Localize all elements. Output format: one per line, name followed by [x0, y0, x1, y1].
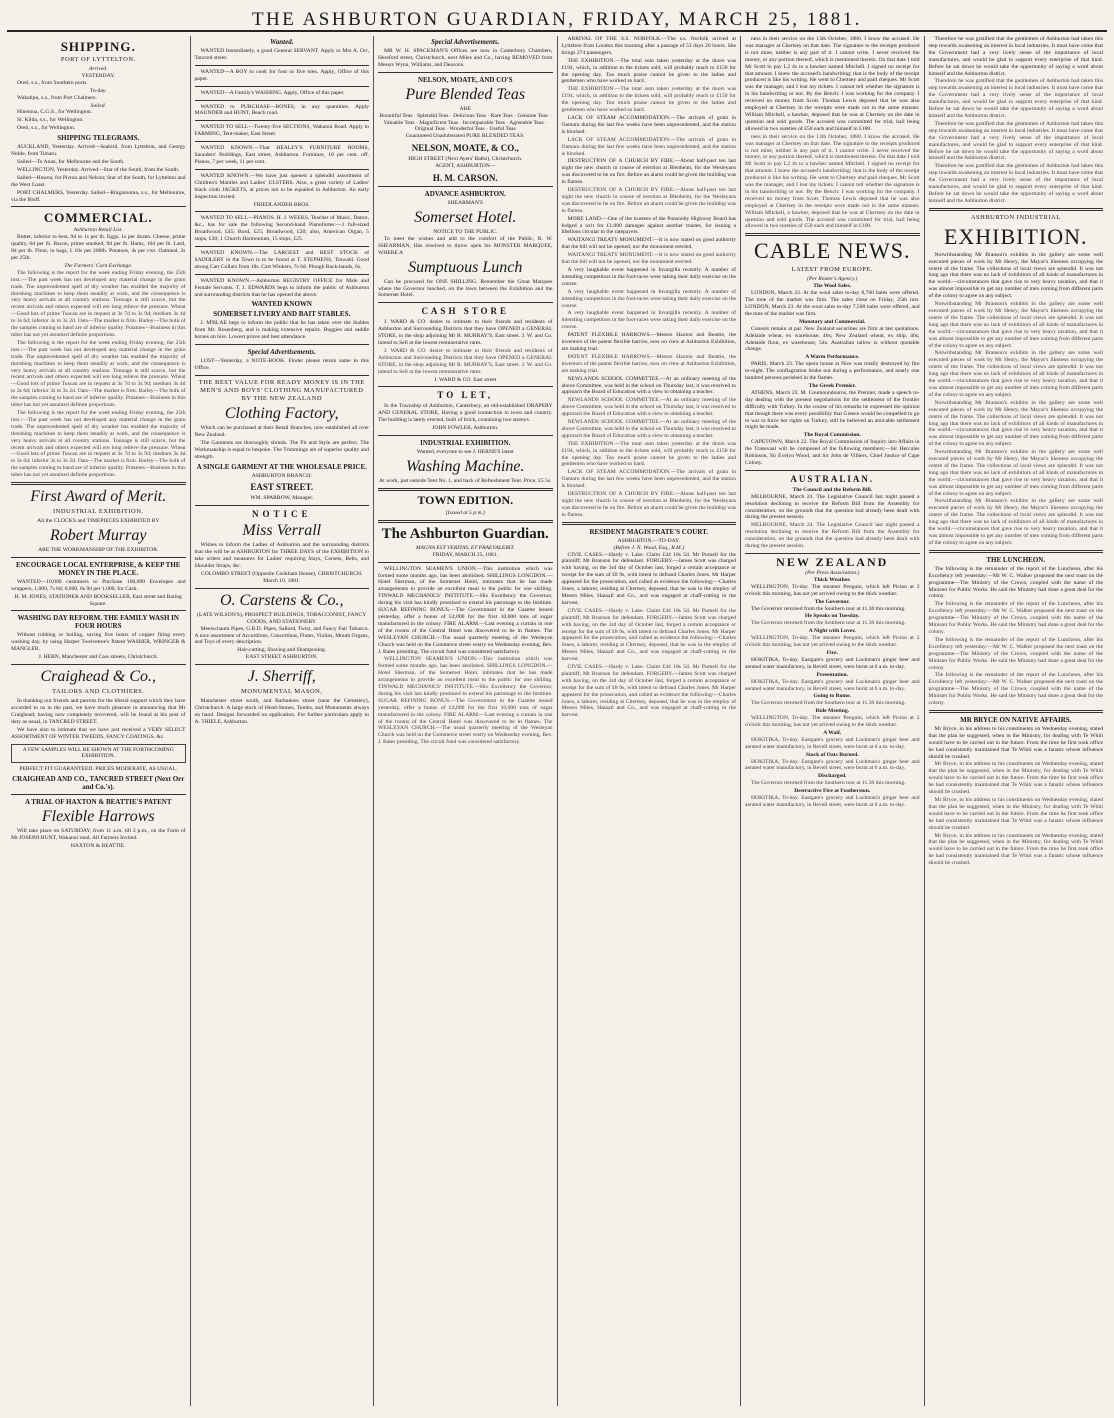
resident-magistrate-heading: RESIDENT MAGISTRATE'S COURT.: [589, 527, 709, 536]
news-laughable: A very laughable event happened in Invargilla recently. A number of intending competitors in the foot-races were taking their daily exercise on the course.: [561, 310, 736, 331]
cable-news-heading: CABLE NEWS.: [754, 238, 911, 264]
special-heading: Special Advertisements.: [247, 348, 316, 357]
fire-text: HOKITIKA, To-day. Eastgate's grocery and Luckman's ginger beer and aerated water manufactory, in Revell street, were burnt at 6 a.m. to-day.: [745, 758, 920, 772]
exhibition-text: Notwithstanding Mr Branson's exhibits in the gallery are some well executed pieces of work by Mr Henry, the Mayor's likeness occupying the centre of the frame. The collections of local views are splendid. It was not long ago that there was no lack of exhibitors of all kinds of manufactures in the world.—circumstances that gave rise to very heavy taxation, and that it was almost impossible to get any number of men coming from different parts of the colony to agree on any subject.: [928, 301, 1103, 349]
sailed-item: Oreti, s.s., for Wellington.: [17, 125, 76, 132]
workmanship: ARE THE WORKMANSHIP OF THE EXHIBITOR.: [38, 546, 159, 553]
arrival-item: Oreti, s.s., from Southern ports.: [17, 79, 88, 86]
cash-store: CASH STORE: [421, 306, 510, 317]
wanted-ad: WANTED TO SELL—PIANOS. H. J. WEEKS, Teacher of Music, Dance, &c., has for sale the following Second-hand Pianofortes:—1 full-sized Broadwood, £45; Bord, £25; Broadwood, £20; also, American Organ, 5 stops, £30; 1 Church Harmonium, 15 stops, £25.: [194, 215, 369, 243]
wanted-ad: WANTED KNOWN.—We have just opened a splendid assortment of Children's Mantles and Ladies' ULSTERS. Also, a great variety of Ladies' black cloth JACKETS, at prices not to be equalled in Ashburton. An early inspection invited.: [194, 172, 369, 200]
fire-text: HOKITIKA, To-day. Eastgate's grocery and Luckman's ginger beer and aerated water manufactory, in Revell street, were burnt at 6 a.m. to-day.: [745, 795, 920, 808]
waif-heading: A Waif.: [823, 729, 842, 736]
spackman-ad: MR W. H. SPACKMAN'S Offices are now in Canterbury Chambers, Hereford street, Christchurch, next Miles and Co., having REMOVED from Messrs Wynn, Williams, and Deacons.: [378, 48, 553, 68]
notice-public: NOTICE TO THE PUBLIC.: [433, 228, 498, 235]
court-text: CIVIL CASES.—Hardy v. Lake. Claim £44 18s 5d. Mr Purnell for the plaintiff; Mr Branson for defendant. FORGERY.—James Scott was charged with having, on the 3rd day of October last, forged a certain acceptance or receipt for the sum of £8 9s, with intent to defraud Charles Jones. Mr Harper appeared for the prosecution, and called as evidence the following:—Charles Jones, a laborer, residing at Chertsey, deposed, that he was in the employ of Messrs Miles, Hassall and Co., and was engaged at chaff-cutting in the harvest.: [561, 607, 736, 663]
craighead-signature: CRAIGHEAD AND CO., TANCRED STREET (Next Orr and Co.'s).: [12, 775, 185, 792]
industrial-text: Wanted, everyone to see J. HERNE'S latest: [416, 449, 514, 456]
bryce-text: Mr Bryce, in his address to his constituents on Wednesday evening, stated that the plan he suggested, when in the Ministry, for dealing with Te Whiti would have to be carried out in the future. From the time he first took office he had consistently maintained that Te Whiti was a fanatic whose influence should be crushed.: [928, 832, 1103, 867]
thick-text: WELLINGTON, To-day. The steamer Penguin, which left Picton at 2 o'clock this morning, has not yet arrived owing to the thick weather.: [745, 583, 920, 597]
thick-text: WELLINGTON, To-day. The steamer Penguin, which left Picton at 2 o'clock this morning, has not yet arrived owing to the thick weather.: [745, 635, 920, 649]
speech-text: Therefore he was gratified that the gentlemen of Ashburton had taken this step towards awakening an interest in local industries. It must have come that the Government had a very lively sense of the importance of local manufactures, and would be glad to support every enterprise of that kind. Before he sat down he would take the opportunity of saying a word about himself and the Ashburton district.: [928, 36, 1103, 77]
harrows-heading: Flexible Harrows: [41, 808, 155, 826]
shipping-heading: SHIPPING.: [60, 39, 136, 54]
somerset-stables-text: J. M'BLAE begs to inform the public that he has taken over the Stables from Mr. Rosenberg, and is making extensive repairs. Buggies and saddle horses on hire. Lowest prices and best attendance.: [194, 320, 369, 341]
clothing-factory: Clothing Factory,: [224, 405, 339, 422]
encourage-heading: ENCOURAGE LOCAL ENTERPRISE, & KEEP THE MONEY IN THE PLACE.: [16, 560, 181, 577]
hair-cutting: Hair-cutting, Shaving and Shampooing.: [237, 647, 327, 654]
agent-label: AGENT, ASHBURTON—: [435, 163, 496, 170]
newspaper-page: [7, 6, 1107, 1406]
monetary-heading: Monetary and Commercial.: [799, 318, 866, 325]
harrows-text: Will take place on SATURDAY, from 11 a.m. till 2 p.m., on the Farm of Mr JOSEPH HUNT, Wakanui road. All Farmers Invited.: [11, 828, 186, 842]
masthead-title: THE ASHBURTON GUARDIAN, FRIDAY, MARCH 25, 1881.: [7, 6, 1107, 32]
column-4: [558, 36, 742, 1406]
nelson-name: NELSON, MOATE, & CO.,: [411, 143, 519, 154]
corn-text: The following is the report for the week ending Friday evening, the 25th inst.:—The past week has not developed any material change in the grain trade. The unprecedented spell of dry weather has enabled the majority of threshing machines to keep them steadily at work, and the consequence is very heavy arrivals at all country stations. Tonnage is still scarce, but the recent arrivals and others expected will ere long relieve the pressure. Wheat—Good lots of prime Tuscan are in request at 3s 7d to 3s 9d; medium 3s 4d to 3s 6d; inferior 3s to 3s 2d. Oats—The market is firm. Barley—The bulk of the samples coming to hand are of inferior quality. Potatoes—Business in this tuber has not yet assumed definite proportions.: [11, 269, 186, 338]
night-heading: A Night with Lover.: [808, 628, 856, 635]
notice-heading: NOTICE: [251, 509, 312, 520]
special-heading: Special Advertisements.: [431, 38, 500, 46]
column-5: [741, 36, 925, 1406]
pure-blended-teas: Pure Blended Teas: [405, 85, 526, 103]
news-exhibition: THE EXHIBITION.—The total sum taken yesterday at the doors was £194, which, in addition to the tickets sold, will probably reach to £150 for the opening day. Too much praise cannot be given to the ladies and gentlemen who have worked so hard.: [561, 86, 736, 114]
high-street: HIGH STREET (Next Ayers' Baths), Christchurch.: [408, 156, 523, 163]
ashburton-today: ASHBURTON.—TO-DAY.: [617, 537, 680, 544]
telegram-item: Sailed—Hawea, for Picton and Nelson; Star of the South, for Lyttelton and the West Coast.: [11, 174, 186, 188]
sherriff-heading: J. Sherriff,: [247, 668, 316, 686]
luncheon-text: The following is the remainder of the report of the Luncheon, after his Excellency left yesterday:—Mr W. C. Walker proposed the next toast on the programme—The Ministry of the Crown, coupled with the name of the Minister for Public Works. He said the Ministry had done a great deal for the colony.: [928, 565, 1103, 600]
latest-europe: LATEST FROM EUROPE.: [791, 266, 873, 274]
tailors-heading: TAILORS AND CLOTHIERS.: [52, 688, 145, 696]
award-heading: First Award of Merit.: [30, 488, 167, 506]
news-waitangi: WAITANGI TREATY MONUMENT.—It is now stated on good authority that the hill will not be opened, nor the monument erected.: [561, 252, 736, 266]
greek-text: ATHENS, March 23. M. Coumoundouros, the Premier, made a speech to-day dealing with the present negotiations for the settlement of the frontier difficulty with Turkey. In the course of his remarks he expressed the opinion that though there was every possibility that Greece would be compelled to go to war to force her rights on Turkey, still he believed an amicable settlement might be made.: [745, 389, 920, 431]
somerset-hotel: Somerset Hotel.: [414, 208, 517, 226]
column-6: [925, 36, 1108, 1406]
wanted-ad: WANTED Immediately, a good General SERVANT. Apply to Mrs A. Orr, Tancred street.: [194, 48, 369, 61]
lost-ad: LOST—Yesterday, a NOTE-BOOK. Finder please return same to this Office.: [194, 358, 369, 372]
governor-heading: The Governor.: [814, 598, 850, 605]
telegram-item: AUCKLAND, Yesterday. Arrived—Seabird, from Lyttelton, and Georgy Noble, from Timaru.: [11, 144, 186, 158]
exhibition-sub: ASHBURTON INDUSTRIAL: [970, 213, 1061, 221]
trial-heading: A TRIAL OF HAXTON & BEATTIE'S PATENT: [24, 798, 172, 807]
corn-heading: The Farmers' Corn Exchange.: [64, 262, 133, 269]
wool-text: LONDON, March 22. At the wool sales to-day 8,700 bales were offered. The tone of the market was firm. The sales close on Friday, 25th inst. LONDON, March 23. At the wool sales to-day 7,500 bales were offered, and the tone of the market was firm.: [745, 290, 920, 317]
news-newlands: NEWLANDS SCHOOL COMMITTEE.—At an ordinary meeting of the above Committee, was held in the school on Thursday last, it was resolved to approach the Board of Education with a view to obtaining a teacher.: [561, 375, 736, 396]
news-exhibition: THE EXHIBITION.—The total sum taken yesterday at the doors was £194, which, in addition to the tickets sold, will probably reach to £150 for the opening day. Too much praise cannot be given to the ladies and gentlemen who have worked so hard.: [561, 57, 736, 85]
column-1: [7, 36, 191, 1406]
bryce-text: Mr Bryce, in his address to his constituents on Wednesday evening, stated that the plan he suggested, when in the Ministry, for dealing with Te Whiti would have to be carried out in the future. From the time he first took office he had consistently maintained that Te Whiti was a fanatic whose influence should be crushed.: [928, 761, 1103, 796]
news-destruction: DESTRUCTION OF A CHURCH BY FIRE.—About half-past ten last night the new church in course of erection at Blenheim, for the Wesleyans was discovered to be on fire. Before an alarm could be given the building was in flames.: [561, 491, 736, 518]
news-text: WELLINGTON SEAMEN'S UNION.—This institution which was formed some months ago, has been abolished. SHILLINGS LONGDON.—Hotel Sherman, of the Somerset Hotel, intimates that he has made arrangements to provide an excellent meal to the public for one shilling. TINWALD MECHANICS' INSTITUTE.—His Excellency the Governor, during his visit has kindly promised to extend his patronage to the Institute. SUGAR REFINING BONUS.—The Government in the Gazette issued yesterday, offer a bonus of £4,000 for the first 10,000 tons of sugar manufactured in the colony. FIRE ALARM.—Last evening a curtain in one of the rooms of the Central Hotel was discovered to be in flames. The WESLEYAN CHURCH.—The usual quarterly meeting of the Wesleyan Church was held on the Commerce street vestry on Wednesday evening, Rev. J. Bates presiding. The circuit fund was considered satisfactory.: [378, 565, 553, 655]
commercial-heading: COMMERCIAL.: [43, 210, 153, 226]
arrived-heading: Arrived.: [89, 66, 108, 72]
best-value: THE BEST VALUE FOR READY MONEY IS IN THE MEN'S AND BOYS' CLOTHING MANUFACTURED BY THE NEW ZEALAND: [198, 379, 365, 402]
news-laughable: A very laughable event happened in Invargilla recently. A number of intending competitors in the foot-races were taking their daily exercise on the course.: [561, 288, 736, 309]
governor-text: The Governor returned from the Southern tour at 11.30 this morning.: [751, 620, 906, 627]
speech-text: Therefore he was gratified that the gentlemen of Ashburton had taken this step towards awakening an interest in local industries. It must have come that the Government had a very lively sense of the importance of local manufactures, and would be glad to support every enterprise of that kind. Before he sat down he would take the opportunity of saying a word about himself and the Ashburton district.: [928, 78, 1103, 119]
warm-heading: A Warm Performance.: [805, 354, 860, 361]
hern-signature: J. HERN, Manchester and Cass streets, Christchurch.: [38, 654, 158, 661]
thick-text: WELLINGTON, To-day. The steamer Penguin, which left Picton at 2 o'clock this morning, has not yet arrived owing to the thick weather.: [745, 715, 920, 729]
news-destruction: DESTRUCTION OF A CHURCH BY FIRE.—About half-past ten last night the new church in course of erection at Blenheim, for the Wesleyans was discovered to be on fire. Before an alarm could be given the building was in flames.: [561, 187, 736, 214]
craighead-text-2: We have also to intimate that we have just received a VERY SELECT ASSORTMENT OF WINTER TWEEDS, FANCY COATINGS, &c.: [11, 726, 186, 740]
are-label: ARE: [459, 105, 471, 112]
wanted-ad: WANTED to PURCHASE—BONES, in any quantities. Apply MAUNDER and HUNT, Beach road.: [194, 103, 369, 117]
port-heading: PORT OF LYTTELTON.: [60, 56, 136, 63]
carstens-sub: (LATE WILSON'S), PROSPECT BUILDINGS, TOBACCONIST, FANCY GOODS, AND STATIONERY.: [197, 611, 367, 625]
east-ashburton: EAST STREET ASHBURTON.: [245, 654, 318, 661]
ward-signature: J. WARD & CO. East street: [434, 376, 497, 383]
bryce-heading: MR BRYCE ON NATIVE AFFAIRS.: [960, 715, 1072, 724]
telegram-item: Sailed—To Anau, for Melbourne and the South.: [17, 158, 125, 165]
news-arrival: ARRIVAL OF THE S.S. NORFOLK.—The s.s. Norfolk arrived at Lyttelton from London this morning after a passage of 53 days 20 hours. She brings 274 passengers.: [561, 36, 736, 56]
to-let-heading: TO LET,: [437, 390, 494, 401]
column-2: [191, 36, 375, 1406]
wanted-ad: WANTED—A BOY to cook for four or five men. Apply, Office of this paper.: [194, 68, 369, 82]
today-label: To-day.: [89, 87, 107, 94]
colombo-address: COLOMBO STREET (Opposite Cookham House), CHRISTCHURCH. March 10, 1881.: [201, 570, 363, 584]
column-3: [374, 36, 558, 1406]
governor-text: The Governor returned from the Southern tour at 11.30 this morning.: [751, 700, 906, 707]
samples-box: A FEW SAMPLES WILL BE SHOWN AT THE FORTHCOMING EXHIBITION.: [11, 744, 186, 764]
issued-time: [Issued at 5 p.m.]: [445, 509, 486, 516]
verrall-text: Wishes to inform the Ladies of Ashburton and the surrounding districts that she will be at ASHBURTON for THREE DAYS of the EXHIBITION to take orders and measures for Ladies' requiring Stays, Corsets, Belts, and Shoulder Straps, &c.: [194, 542, 369, 570]
exhibition-text: Notwithstanding Mr Branson's exhibits in the gallery are some well executed pieces of work by Mr Henry, the Mayor's likeness occupying the centre of the frame. The collections of local views are splendid. It was not long ago that there was no lack of exhibitors of all kinds of manufactures in the world.—circumstances that gave rise to very heavy taxation, and that it was almost impossible to get any number of men coming from different parts of the colony to agree on any subject.: [928, 449, 1103, 497]
carson-name: H. M. CARSON.: [432, 173, 498, 184]
fire-text: HOKITIKA, To-day. Eastgate's grocery and Luckman's ginger beer and aerated water manufactory, in Revell street, were burnt at 6 a.m. to-day.: [745, 656, 920, 670]
governor-text: The Governor returned from the Southern tour at 11.30 this morning.: [751, 605, 906, 612]
dateline: FRIDAY, MARCH 25, 1881.: [432, 551, 498, 558]
exhibition-text: Notwithstanding Mr Branson's exhibits in the gallery are some well executed pieces of work by Mr Henry, the Mayor's likeness occupying the centre of the frame. The collections of local views are splendid. It was not long ago that there was no lack of exhibitors of all kinds of manufactures in the world.—circumstances that gave rise to very heavy taxation, and that it was almost impossible to get any number of men coming from different parts of the colony to agree on any subject.: [928, 350, 1103, 398]
luncheon-text: The following is the remainder of the report of the Luncheon, after his Excellency left yesterday:—Mr W. C. Walker proposed the next toast on the programme—The Ministry of the Crown, coupled with the name of the Minister for Public Works. He said the Ministry had done a great deal for the colony.: [928, 672, 1103, 707]
wanted-heading: Wanted.: [270, 38, 294, 46]
shearman-text: To meet the wishes and add to the comfort of the Public, R. W. SHEARMAN, Has resolved to throw open his MONSTER MARQUEE, WHERE A: [378, 235, 553, 256]
court-continued: ness in their service on the 13th October, 1880. I know the accused. He was manager at Chertsey on that date. The signature to the receipts produced is not mine, neither is any part of it. I cannot write. I never received the money, or any portion thereof, which is mentioned therein. On that date I told Mr Scott to pay L2 4s to a hawker named Mitchell. I signed no receipt for that amount. I knew the accused's handwriting; that is the body of the receipt produced is like his writing. He went to Chertsey and paid cheques. Mr Scott was the manager, and I lost my tickets. I cannot tell whether the signature is in his handwriting or not. By the Bench: I was working for the company. I received no money from Scott. Thomas Lewis deposed that he was also employed at Chertsey in the receipts were made out in the same manner. William Mitchell, a hawker, deposed that he was at Chertsey on the date in question and sold goods. The accused was committed for trial, bail being allowed in two sureties of £50 each and himself in £100.: [745, 133, 920, 230]
news-lack: LACK OF STEAM ACCOMMODATION.—The arrivals of grain in Oamaru during the last few weeks have been unprecedented, and the station is blocked.: [561, 469, 736, 490]
wanted-ad: WANTED KNOWN.—That HEALEY'S FURNITURE ROOMS, Saunders' Buildings, East street, Ashburton. Furniture, 10 per cent. off. Pianos, 7 per week, 11 per cent.: [194, 145, 369, 165]
sailed-item: St. Kilda, s.s., for Wellington.: [17, 117, 84, 124]
ward-text: J. WARD & CO. desire to intimate to their friends and residents of Ashburton and Surrounding Districts that they have OPENED a GENERAL STORE, in the shop adjoining Mr R. MURRAY'S, East street. J. W. and Co. intend to Sell at the lowest remunerative rates.: [378, 319, 553, 347]
yesterday-label: YESTERDAY.: [81, 72, 115, 79]
exhibition-text: Notwithstanding Mr Branson's exhibits in the gallery are some well executed pieces of work by Mr Henry, the Mayor's likeness occupying the centre of the frame. The collections of local views are splendid. It was not long ago that there was no lack of exhibitors of all kinds of manufactures in the world.—circumstances that gave rise to very heavy taxation, and that it was almost impossible to get any number of men coming from different parts of the colony to agree on any subject.: [928, 399, 1103, 448]
going-heading: Going to Rome.: [813, 693, 851, 700]
news-destruction: DESTRUCTION OF A CHURCH BY FIRE.—About half-past ten last night the new church in course of erection at Blenheim, for the Wesleyans was discovered to be on fire. Before an alarm could be given the building was in flames.: [561, 158, 736, 186]
craighead-text: In thanking our friends and patrons for the liberal support which they have accorded to us in the past, we have much pleasure in announcing that Mr Craighead, having now completely recovered, will be found at his post of duty as usual, in TANCRED STREET.: [11, 698, 186, 725]
sparrow-signature: WM. SPARROW, Manager.: [250, 495, 314, 502]
news-lack: LACK OF STEAM ACCOMMODATION.—The arrivals of grain in Oamaru during the last few weeks have been unprecedented, and the station is blocked.: [561, 136, 736, 157]
governor-text: The Governor returned from the Southern tour at 11.30 this morning.: [751, 780, 906, 787]
news-laughable: A very laughable event happened in Invargilla recently. A number of intending competitors in the foot-races were taking their daily exercise on the course.: [561, 267, 736, 287]
news-patent: PATENT FLEXIBLE HARROWS.—Messrs Haxton and Beattie, the inventors of the patent flexible harrow, now on view at Ashburton Exhibition, are making trial.: [561, 353, 736, 374]
greek-heading: The Greek Premier.: [808, 382, 856, 389]
guardian-motto: MAGNA EST VERITAS, ET PRAEVALEBIT.: [415, 544, 515, 551]
royal-text: CAPETOWN, March 22. The Royal Commission of Inquiry into Affairs in the Transvaal will be composed of the following members:—Sir Hercules Robinson, Sir Evelyn Wood, and Sir John de Villiers, Chief Justice of Cape Colony.: [745, 439, 920, 466]
bryce-text: Mr Bryce, in his address to his constituents on Wednesday evening, stated that the plan he suggested, when in the Ministry, for dealing with Te Whiti would have to be carried out in the future. From the time he first took office he had consistently maintained that Te Whiti was a fanatic whose influence should be crushed.: [928, 797, 1103, 831]
council-text: MELBOURNE, March 24. The Legislative Council last night passed a resolution declining to receive the Reform Bill from the Assembly for consideration, on the grounds that the question had already been dealt with during the present session.: [745, 522, 920, 550]
advance-heading: ADVANCE ASHBURTON.: [424, 190, 506, 199]
guardian-title: The Ashburton Guardian.: [381, 525, 549, 542]
branch-label: ASHBURTON BRANCH:: [251, 472, 312, 479]
discharged-heading: Discharged.: [818, 773, 847, 780]
verrall-heading: Miss Verrall: [242, 522, 322, 540]
wool-heading: The Wool Sales.: [813, 283, 852, 290]
ward-text: J. WARD & CO. desire to intimate to their friends and residents of Ashburton and Surrounding Districts that they have OPENED a GENERAL STORE, in the shop adjoining Mr R. MURRAY'S, East street. J. W. and Co. intend to Sell at the lowest remunerative rates.: [378, 347, 553, 375]
wanted-customers: WANTED—10,000 customers to Purchase 100,000 Envelopes and wrappers, 1,000, 7s 6d; 6,000, 6s 9d per 1,000, for Cash.: [11, 578, 186, 592]
telegrams-heading: SHIPPING TELEGRAMS.: [57, 134, 140, 143]
award-text: All the CLOCKS and TIMEPIECES EXHIBITED BY: [37, 518, 160, 525]
news-newlands: NEWLANDS SCHOOL COMMITTEE.—At an ordinary meeting of the above Committee, was held in the school on Thursday last, it was resolved to approach the Board of Education with a view to obtaining a teacher.: [561, 419, 736, 439]
court-text: CIVIL CASES.—Hardy v. Lake. Claim £44 18s 5d. Mr Purnell for the plaintiff; Mr Branson for defendant. FORGERY.—James Scott was charged with having, on the 3rd day of October last, forged a certain acceptance or receipt for the sum of £8 9s, with intent to defraud Charles Jones. Mr Harper appeared for the prosecution, and called as evidence the following:—Charles Jones, a laborer, residing at Chertsey, deposed, that he was in the employ of Messrs Miles, Hassall and Co., and was engaged at chaff-cutting in the harvest.: [561, 551, 736, 606]
wanted-known-heading: WANTED KNOWN: [251, 300, 312, 309]
retail-text: Butter, inferior to best, 9d to 1s per lb. Eggs, 1s per dozen. Cheese, prime quality, 6d per lb. Bacon, prime smoked, 9d per lb. Hams, 10d per lb. Lard, 8d per lb. Flour, in bags, £ 10s per 200lb. Potatoes, 4s per cwt. Oatmeal, 2s per 25lb.: [11, 234, 186, 262]
craighead-heading: Craighead & Co.,: [40, 668, 157, 686]
washing-machine: Washing Machine.: [405, 458, 525, 475]
columns: [7, 36, 1107, 1406]
news-lack: LACK OF STEAM ACCOMMODATION.—The arrivals of grain in Oamaru during the last few weeks have been unprecedented, and the station is blocked.: [561, 114, 736, 135]
fit-text: PERFECT FIT GUARANTEED. PRICES MODERATE, AS USUAL.: [19, 766, 178, 773]
east-street: EAST STREET.: [250, 482, 314, 493]
fowler-signature: JOHN FOWLER, Ashburton.: [432, 425, 499, 432]
corn-text: The following is the report for the week ending Friday evening, the 25th inst.:—The past week has not developed any material change in the grain trade. The unprecedented spell of dry weather has enabled the majority of threshing machines to keep them steadily at work, and the consequence is very heavy arrivals at all country stations. Tonnage is still scarce, but the recent arrivals and others expected will ere long relieve the pressure. Wheat—Good lots of prime Tuscan are in request at 3s 7d to 3s 9d; medium 3s 4d to 3s 6d; inferior 3s to 3s 2d. Oats—The market is firm. Barley—The bulk of the samples coming to hand are of inferior quality. Potatoes—Business in this tuber has not yet assumed definite proportions.: [11, 409, 186, 479]
council-heading: The Council and the Reform Bill.: [792, 486, 873, 493]
sailed-heading: Sailed.: [90, 102, 106, 109]
arrival-item: Wakatipu, s.s., from Port Chalmers.: [17, 94, 97, 101]
before-magistrate: (Before J. N. Wood, Esq., R.M.): [613, 544, 684, 551]
court-continued: ness in their service on the 13th October, 1880. I know the accused. He was manager at Chertsey on that date. The signature to the receipts produced is not mine, neither is any part of it. I cannot write. I never received the money, or any portion thereof, which is mentioned therein. On that date I told Mr Scott to pay L2 4s to a hawker named Mitchell. I signed no receipt for that amount. I knew the accused's handwriting; that is the body of the receipt produced is like his writing. He went to Chertsey and paid cheques. Mr Scott was the manager, and I lost my tickets. I cannot tell whether the signature is in his handwriting or not. By the Bench: I was working for the company. I received no money from Scott. Thomas Lewis deposed that he was also employed at Chertsey in the receipts were made out in the same manner. William Mitchell, a hawker, deposed that he was at Chertsey on the date in question and sold goods. The accused was committed for trial, bail being allowed in two sureties of £50 each and himself in £100.: [745, 36, 920, 132]
royal-heading: The Royal Commission.: [803, 432, 861, 439]
telegram-item: WELLINGTON, Yesterday. Arrived—Star of the South, from the South.: [17, 166, 180, 173]
teas-list: Bountiful Teas · Splendid Teas · Delicious Teas · Rare Teas · Genuine Teas · Valuable Teas · Magnificent Teas · Incomparable Teas · Agreeable Teas · Original Teas · Wonderful Teas · Useful Teas: [379, 112, 551, 133]
sumptuous-lunch: Sumptuous Lunch: [408, 258, 523, 276]
news-text: WELLINGTON SEAMEN'S UNION.—This institution which was formed some months ago, has been abolished. SHILLINGS LONGDON.—Hotel Sherman, of the Somerset Hotel, intimates that he has made arrangements to provide an excellent meal to the public for one shilling. TINWALD MECHANICS' INSTITUTE.—His Excellency the Governor, during his visit has kindly promised to extend his patronage to the Institute. SUGAR REFINING BONUS.—The Government in the Gazette issued yesterday, offer a bonus of £4,000 for the first 10,000 tons of sugar manufactured in the colony. FIRE ALARM.—Last evening a curtain in one of the rooms of the Central Hotel was discovered to be in flames. The WESLEYAN CHURCH.—The usual quarterly meeting of the Wesleyan Church was held on the Commerce street vestry on Wednesday evening, Rev. J. Bates presiding. The circuit fund was considered satisfactory.: [378, 656, 553, 746]
washing-heading: WASHING DAY REFORM. THE FAMILY WASH IN FOUR HOURS: [17, 614, 179, 631]
haxton-signature: HAXTON & BEATTIE.: [70, 843, 126, 850]
luncheon-text: The following is the remainder of the report of the Luncheon, after his Excellency left yesterday:—Mr W. C. Walker proposed the next toast on the programme—The Ministry of the Crown, coupled with the name of the Minister for Public Works. He said the Ministry had done a great deal for the colony.: [928, 601, 1103, 635]
single-garment: A SINGLE GARMENT AT THE WHOLESALE PRICE.: [196, 462, 367, 471]
clothing-text-2: The Garments are thoroughly shrunk. The Fit and Style are perfect. The Workmanship is equal to bespoke. The Trimmings are of superior quality and strength.: [194, 439, 369, 460]
sailed-item: Hinemoa, C.G.S., for Wellington.: [17, 109, 93, 116]
exhibition-heading: EXHIBITION.: [943, 223, 1088, 249]
court-text: CIVIL CASES.—Hardy v. Lake. Claim £44 18s 5d. Mr Purnell for the plaintiff; Mr Branson for defendant. FORGERY.—James Scott was charged with having, on the 3rd day of October last, forged a certain acceptance or receipt for the sum of £8 9s, with intent to defraud Charles Jones. Mr Harper appeared for the prosecution, and called as evidence the following:—Charles Jones, a laborer, residing at Chertsey, deposed, that he was in the employ of Messrs Miles, Hassall and Co., and was engaged at chaff-cutting in the harvest.: [561, 664, 736, 719]
council-text: MELBOURNE, March 24. The Legislative Council last night passed a resolution declining to receive the Reform Bill from the Assembly for consideration, on the grounds that the question had already been dealt with during the present session.: [745, 493, 920, 521]
speaker-heading: He Speaks on Tuesday.: [805, 613, 860, 620]
exhibition-text: Notwithstanding Mr Branson's exhibits in the gallery are some well executed pieces of work by Mr Henry, the Mayor's likeness occupying the centre of the frame. The collections of local views are splendid. It was not long ago that there was no lack of exhibitors of all kinds of manufactures in the world.—circumstances that gave rise to very heavy taxation, and that it was almost impossible to get any number of men coming from different parts of the colony to agree on any subject.: [928, 498, 1103, 546]
robert-murray: Robert Murray: [50, 526, 147, 544]
bryce-text: Mr Bryce, in his address to his constituents on Wednesday evening, stated that the plan he suggested, when in the Ministry, for dealing with Te Whiti would have to be carried out in the future. From the time he first took office he had consistently maintained that Te Whiti was a fanatic whose influence should be crushed.: [928, 725, 1103, 760]
australian-heading: AUSTRALIAN.: [790, 473, 875, 484]
guaranteed-text: Guaranteed Unadulterated PURE BLENDED TEAS.: [405, 133, 525, 140]
somerset-stables-heading: SOMERSET LIVERY AND BAIT STABLES.: [213, 310, 351, 319]
news-exhibition: THE EXHIBITION.—The total sum taken yesterday at the doors was £194, which, in addition to the tickets sold, will probably reach to £150 for the opening day. Too much praise cannot be given to the ladies and gentlemen who have worked so hard.: [561, 440, 736, 468]
sherriff-text: Manchester street south, and Barbadoes street (near the Cemetery), Christchurch. A large stock of Head-Stones, Tombs, and Monuments always on hand. Designs forwarded on application. For further particulars apply to A. THIELE, Ashburton.: [194, 698, 369, 725]
telegram-item: PORT CHALMERS, Yesterday. Sailed—Ringarooma, s.s., for Melbourne, via the Bluff.: [11, 189, 186, 203]
nelson-heading: NELSON, MOATE, AND CO'S: [417, 75, 513, 84]
reuter-agency: (Per Reuter's Agency.): [807, 276, 858, 283]
to-let-text: In the Township of Ashburton, Canterbury, an old-established DRAPERY AND GENERAL STORE, Having a good connection in town and country. The building is lately erected, built of brick, containing two storeys.: [378, 403, 553, 424]
press-association: (Per Press Association.): [805, 570, 860, 576]
news-more-land: MORE LAND.—One of the trustees of the Ponsonby Highway Board has lodged a writ for £1,000 damages against another trustee, for issuing a libellous circular to the ratepayers.: [561, 215, 736, 236]
industrial-heading: INDUSTRIAL EXHIBITION.: [420, 439, 511, 448]
thick-heading: Thick Weather.: [813, 576, 851, 583]
retail-heading: Ashburton Retail List.: [73, 227, 123, 234]
shearman-label: SHEARMAN'S: [447, 200, 483, 207]
wanted-ad: WANTED KNOWN.—Ashburton REGISTRY OFFICE for Male and Female Servants. T. J. EDWARDS begs to inform the public of Ashburton and surrounding districts that he has opened the above.: [194, 277, 369, 298]
exhibition-text: Notwithstanding Mr Branson's exhibits in the gallery are some well executed pieces of work by Mr Henry, the Mayor's likeness occupying the centre of the frame. The collections of local views are splendid. It was not long ago that there was no lack of exhibitors of all kinds of manufactures in the world.—circumstances that gave rise to very heavy taxation, and that it was almost impossible to get any number of men coming from different parts of the colony to agree on any subject.: [928, 251, 1103, 300]
lunch-text: Can be procured for ONE SHILLING. Remember the Great Marquee where the Governor lunched, on the lawn between the Exhibition and the Somerset Hotel.: [378, 278, 553, 299]
speech-text: Therefore he was gratified that the gentlemen of Ashburton had taken this step towards awakening an interest in local industries. It must have come that the Government had a very lively sense of the importance of local manufactures, and would be glad to support every enterprise of that kind. Before he sat down he would take the opportunity of saying a word about himself and the Ashburton district.: [928, 163, 1103, 204]
destructive-heading: Destructive Fire at Featherston.: [794, 788, 871, 795]
speech-text: Therefore he was gratified that the gentlemen of Ashburton had taken this step towards awakening an interest in local industries. It must have come that the Government had a very lively sense of the importance of local manufactures, and would be glad to support every enterprise of that kind. Before he sat down he would take the opportunity of saying a word about himself and the Ashburton district.: [928, 120, 1103, 162]
town-edition: TOWN EDITION.: [417, 492, 514, 507]
luncheon-heading: THE LUNCHEON.: [986, 555, 1046, 564]
news-newlands: NEWLANDS SCHOOL COMMITTEE.—At an ordinary meeting of the above Committee, was held in the school on Thursday last, it was resolved to approach the Board of Education with a view to obtaining a teacher.: [561, 397, 736, 418]
carstens-heading: O. Carstens & Co.,: [219, 591, 344, 609]
stack-heading: Stack of Oats Burned.: [805, 751, 859, 758]
news-patent: PATENT FLEXIBLE HARROWS.—Messrs Haxton and Beattie, the inventors of the patent flexible harrow, now on view at Ashburton Exhibition, are making trial.: [561, 332, 736, 352]
friedlander-signature: FRIEDLANDER BROS.: [253, 201, 310, 208]
news-waitangi: WAITANGI TREATY MONUMENT.—It is now stated on good authority that the hill will not be opened, nor the monument erected.: [561, 237, 736, 251]
warm-text: PARIS, March 23. The opera house at Nice was totally destroyed by fire to-night. The conflagration broke out during a performance, and nearly one hundred persons perished in the flames.: [745, 361, 920, 382]
wanted-ad: WANTED TO SELL—Twenty-five SECTIONS, Wakanui Road. Apply to FARMING, Tent-maker, East Street.: [194, 124, 369, 138]
nz-heading: NEW ZEALAND: [776, 555, 889, 569]
monumental-heading: MONUMENTAL MASON,: [241, 688, 323, 696]
fire-text: HOKITIKA, To-day. Eastgate's grocery and Luckman's ginger beer and aerated water manufactory, in Revell street, were burnt at 6 a.m. to-day.: [745, 678, 920, 692]
fire-heading: Fire.: [826, 649, 838, 656]
wanted-ad: WANTED KNOWN.—The LARGEST and BEST STOCK of SADDLERY in the Town is to be found at T. STEPHENS, Tinwald. Good strong Cart Collars from 18s. Cart Winkers, 7s 6d. Plough Back-bands, 6s.: [194, 250, 369, 270]
corn-text: The following is the report for the week ending Friday evening, the 25th inst.:—The past week has not developed any material change in the grain trade. The unprecedented spell of dry weather has enabled the majority of threshing machines to keep them steadily at work, and the consequence is very heavy arrivals at all country stations. Tonnage is still scarce, but the recent arrivals and others expected will ere long relieve the pressure. Wheat—Good lots of prime Tuscan are in request at 3s 7d to 3s 9d; medium 3s 4d to 3s 6d; inferior 3s to 3s 2d. Oats—The market is firm. Barley—The bulk of the samples coming to hand are of inferior quality. Potatoes—Business in this tuber has not yet assumed definite proportions.: [11, 339, 186, 409]
washing-text: Without rubbing or boiling, saving five hours of copper firing every washing day, by using Harper Twelvetree's Patent WASHER, WRINGER & MANGLER.: [11, 632, 186, 653]
washing-text: At work, just outside Tent No. 1, and back of Refreshment Tent. Price, £5 5s.: [379, 478, 552, 484]
presentation-heading: Presentation.: [816, 671, 848, 678]
monetary-text: Consols remain at par. New Zealand securities are firm at last quotations. Adelaide wheat, ex warehouse, 46s; New Zealand wheat, ex ship, 46s; Adelaide flour, ex warehouse, 54s. Australian tallow is without quotable change.: [745, 325, 920, 353]
luncheon-text: The following is the remainder of the report of the Luncheon, after his Excellency left yesterday:—Mr W. C. Walker proposed the next toast on the programme—The Ministry of the Crown, coupled with the name of the Minister for Public Works. He said the Ministry had done a great deal for the colony.: [928, 636, 1103, 671]
award-sub: INDUSTRIAL EXHIBITION.: [52, 508, 144, 516]
jones-signature: H. M. JONES, STATIONER AND BOOKSELLER, East street and Baring Square.: [14, 593, 182, 607]
wanted-ad: WANTED—A Family's WASHING. Apply, Office of this paper.: [200, 89, 345, 96]
ride-heading: Ride Meeting.: [815, 708, 850, 715]
carstens-text: Meerschaum Pipes, G.B.D. Pipes, Sallord, Twist, and Fancy Fair Tobacco. A nice assortment of Accordions, Concertinas, Flutes, Violins, Mouth Organs, and Toys of every description.: [194, 625, 369, 646]
clothing-text: Which can be purchased at their Retail Branches, now established all over New Zealand.: [194, 425, 369, 438]
fire-text: HOKITIKA, To-day. Eastgate's grocery and Luckman's ginger beer and aerated water manufactory, in Revell street, were burnt at 6 a.m. to-day.: [745, 736, 920, 750]
